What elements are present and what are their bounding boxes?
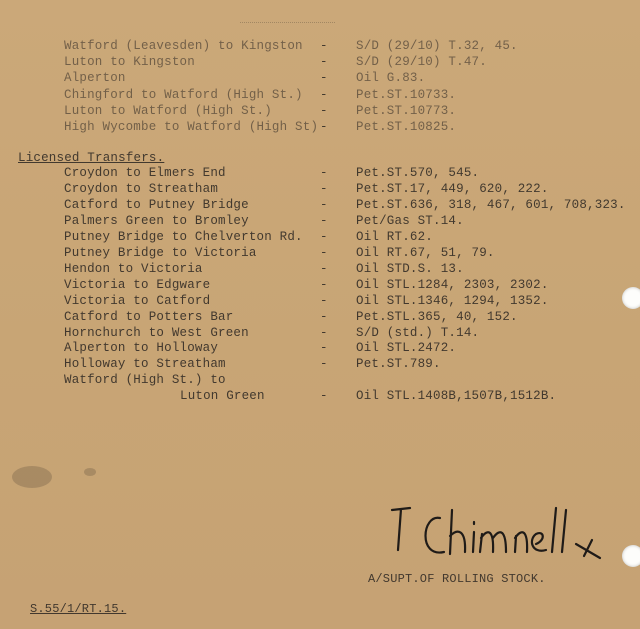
vehicle-reference: Pet.ST.10733.	[356, 87, 457, 102]
route-name: Watford (Leavesden) to Kingston	[64, 39, 303, 53]
vehicle-reference: Pet.ST.636, 318, 467, 601, 708,323.	[356, 197, 626, 212]
route-name: Putney Bridge to Chelverton Rd.	[64, 229, 303, 244]
vehicle-reference: Oil STD.S. 13.	[356, 261, 464, 276]
route-name: Chingford to Watford (High St.)	[64, 87, 303, 102]
punch-hole	[622, 287, 640, 309]
separator-dash: -	[320, 293, 328, 308]
vehicle-reference: Pet.ST.789.	[356, 357, 441, 372]
route-name: Victoria to Catford	[64, 293, 211, 308]
route-name: Luton Green	[180, 389, 265, 404]
separator-dash: -	[320, 261, 328, 276]
route-name: Watford (High St.) to	[64, 373, 226, 388]
separator-dash: -	[320, 325, 328, 340]
vehicle-reference: Oil STL.1284, 2303, 2302.	[356, 277, 549, 292]
separator-dash: -	[320, 389, 328, 404]
route-name: Croydon to Elmers End	[64, 166, 226, 180]
handwritten-signature	[370, 500, 610, 570]
separator-dash: -	[320, 181, 328, 196]
route-name: Hendon to Victoria	[64, 261, 203, 276]
separator-dash: -	[320, 197, 328, 212]
vehicle-reference: S/D (29/10) T.47.	[356, 55, 487, 70]
vehicle-reference: Pet.ST.10773.	[356, 103, 457, 118]
vehicle-reference: Oil STL.1346, 1294, 1352.	[356, 293, 549, 308]
vehicle-reference: Oil STL.2472.	[356, 341, 457, 356]
vehicle-reference: Pet.ST.10825.	[356, 120, 457, 134]
separator-dash: -	[320, 39, 328, 53]
separator-dash: -	[320, 213, 328, 228]
vehicle-reference: Pet.ST.17, 449, 620, 222.	[356, 181, 549, 196]
route-name: Luton to Watford (High St.)	[64, 103, 272, 118]
route-name: Victoria to Edgware	[64, 277, 211, 292]
separator-dash: -	[320, 103, 328, 118]
separator-dash: -	[320, 71, 328, 86]
route-name: High Wycombe to Watford (High St)	[64, 120, 319, 134]
route-name: Holloway to Streatham	[64, 357, 226, 372]
section-heading: Licensed Transfers.	[18, 151, 165, 165]
route-name: Putney Bridge to Victoria	[64, 245, 257, 260]
route-name: Alperton	[64, 71, 126, 86]
separator-dash: -	[320, 166, 328, 180]
vehicle-reference: Oil STL.1408B,1507B,1512B.	[356, 389, 557, 404]
vehicle-reference: S/D (29/10) T.32, 45.	[356, 39, 518, 53]
vehicle-reference: Pet.STL.365, 40, 152.	[356, 309, 518, 324]
route-name: Catford to Potters Bar	[64, 309, 234, 324]
vehicle-reference: Oil G.83.	[356, 71, 426, 86]
separator-dash: -	[320, 277, 328, 292]
separator-dash: -	[320, 87, 328, 102]
vehicle-reference: Oil RT.67, 51, 79.	[356, 245, 495, 260]
separator-dash: -	[320, 55, 328, 70]
vehicle-reference: Pet/Gas ST.14.	[356, 213, 464, 228]
separator-dash: -	[320, 120, 328, 134]
ink-smudge	[84, 468, 96, 476]
separator-dash: -	[320, 341, 328, 356]
vehicle-reference: Pet.ST.570, 545.	[356, 166, 480, 180]
separator-dash: -	[320, 309, 328, 324]
separator-dash: -	[320, 229, 328, 244]
route-name: Catford to Putney Bridge	[64, 197, 249, 212]
ink-smudge	[12, 466, 52, 488]
vehicle-reference: Oil RT.62.	[356, 229, 434, 244]
separator-dash: -	[320, 245, 328, 260]
route-name: Hornchurch to West Green	[64, 325, 249, 340]
punch-hole	[622, 545, 640, 567]
separator-dash: -	[320, 357, 328, 372]
vehicle-reference: S/D (std.) T.14.	[356, 325, 480, 340]
route-name: Alperton to Holloway	[64, 341, 219, 356]
route-name: Luton to Kingston	[64, 55, 195, 70]
file-reference: S.55/1/RT.15.	[30, 602, 127, 616]
signatory-title: A/SUPT.OF ROLLING STOCK.	[368, 572, 546, 586]
heading-fragment	[240, 8, 335, 23]
route-name: Palmers Green to Bromley	[64, 213, 249, 228]
route-name: Croydon to Streatham	[64, 181, 219, 196]
